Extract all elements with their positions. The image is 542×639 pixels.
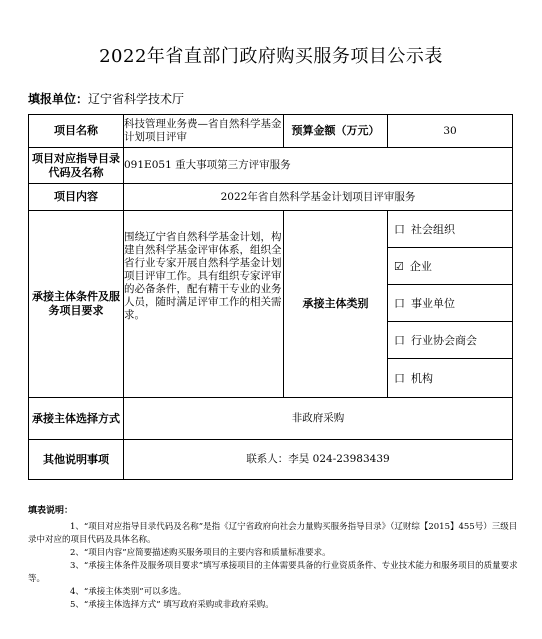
category-option-enterprise xyxy=(388,248,512,285)
table-row xyxy=(29,398,513,440)
announcement-table xyxy=(28,114,513,480)
table-row xyxy=(29,440,513,480)
other-value: 联系人：李昊 024-23983439 xyxy=(124,440,513,480)
selection-value: 非政府采购 xyxy=(124,398,513,440)
budget-label-text: 预算金额（万元） xyxy=(291,124,380,137)
fill-unit xyxy=(28,90,184,107)
category-option-agency xyxy=(388,359,512,397)
checkbox-empty-icon: 口 xyxy=(394,297,405,310)
category-options xyxy=(388,211,513,398)
catalog-value: 091E051 重大事项第三方评审服务 xyxy=(124,148,513,184)
conditions-value: 围绕辽宁省自然科学基金计划，构建自然科学基金评审体系，组织全省行业专家开展自然科学基金计划项目评审工作。具有组织专家评审的必备条件，配有精干专业的业务人员，随时满足评审工作的相关需求。 xyxy=(124,211,284,398)
note-item: 3、“承接主体条件及服务项目要求”填写承接项目的主体需要具备的行业资质条件、专业技术能力和服务项目的质量要求等。 xyxy=(28,561,518,584)
content-label: 项目内容 xyxy=(29,184,124,211)
category-option-label: 社会组织 xyxy=(411,223,455,236)
note-item: 2、“项目内容”应简要描述购买服务项目的主要内容和质量标准要求。 xyxy=(70,548,331,558)
table-row xyxy=(29,211,513,398)
checkbox-empty-icon: 口 xyxy=(394,334,405,347)
table-row xyxy=(29,148,513,184)
category-option-label: 行业协会商会 xyxy=(411,334,477,347)
other-label: 其他说明事项 xyxy=(29,440,124,480)
category-option-label: 事业单位 xyxy=(411,297,455,310)
project-name-value: 科技管理业务费—省自然科学基金计划项目评审 xyxy=(124,115,284,148)
checkbox-empty-icon: 口 xyxy=(394,372,405,385)
checkbox-checked-icon: ☑ xyxy=(394,259,404,273)
selection-label: 承接主体选择方式 xyxy=(29,398,124,440)
catalog-label: 项目对应指导目录代码及名称 xyxy=(29,148,124,184)
table-row xyxy=(29,115,513,148)
table-row xyxy=(29,184,513,211)
category-option-label: 企业 xyxy=(409,260,432,273)
category-option-label: 机构 xyxy=(411,372,433,385)
budget-value: 30 xyxy=(388,115,513,148)
notes-heading: 填表说明： xyxy=(28,506,74,516)
note-item: 1、“项目对应指导目录代码及名称”是指《辽宁省政府向社会力量购买服务指导目录》（辽财综【2015】455号）三级目录中对应的项目代码及具体名称。 xyxy=(28,522,518,545)
category-option-institution xyxy=(388,285,512,322)
category-label: 承接主体类别 xyxy=(284,211,388,398)
checkbox-empty-icon: 口 xyxy=(394,223,405,236)
fill-unit-value: 辽宁省科学技术厅 xyxy=(88,92,185,106)
note-item: 5、“承接主体选择方式” 填写政府采购或非政府采购。 xyxy=(70,600,274,610)
page-title: 2022年省直部门政府购买服务项目公示表 xyxy=(99,46,443,67)
note-item: 4、“承接主体类别”可以多选。 xyxy=(70,587,187,597)
filling-notes xyxy=(28,505,518,612)
project-name-label: 项目名称 xyxy=(29,115,124,148)
content-value: 2022年省自然科学基金计划项目评审服务 xyxy=(124,184,513,211)
fill-unit-label: 填报单位： xyxy=(28,92,89,106)
conditions-label: 承接主体条件及服务项目要求 xyxy=(29,211,124,398)
category-option-social xyxy=(388,211,512,248)
category-option-association xyxy=(388,322,512,359)
budget-label xyxy=(284,115,388,148)
